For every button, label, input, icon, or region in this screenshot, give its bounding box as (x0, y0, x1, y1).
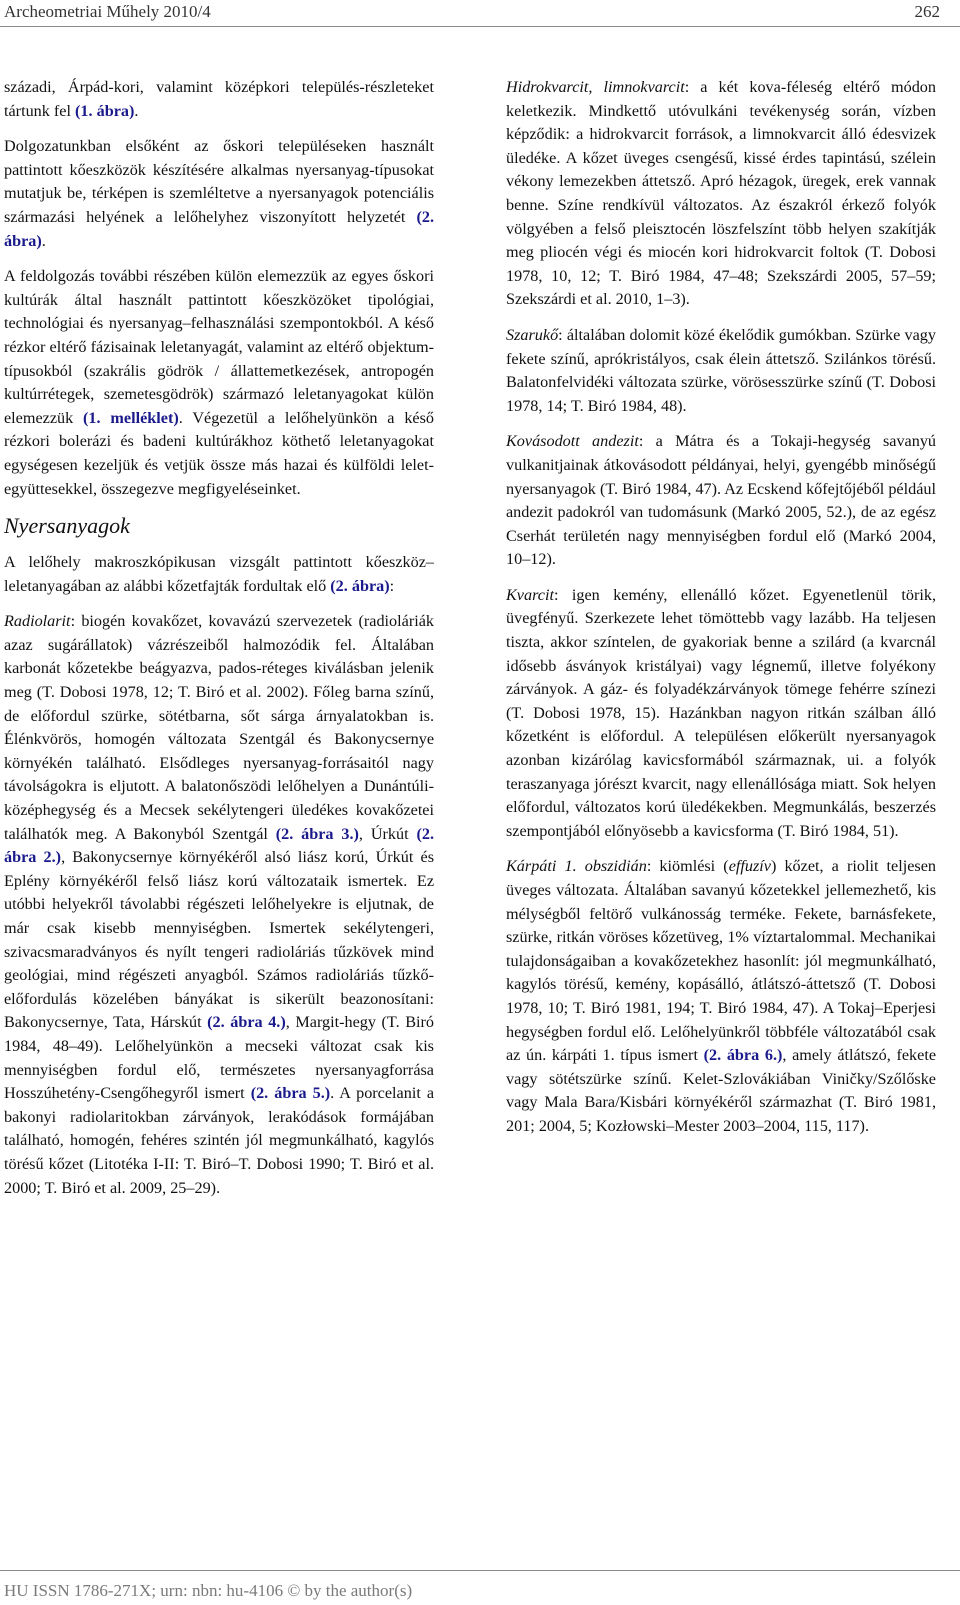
text-run: : biogén kovakőzet, kovavázú szervezetek (radioláriák azaz sugárállatok) vázrészeiből halmozódik fel. Általában karbonát kőzetekbe beágyazva, pados-réteges kiválásban jelenik meg (T. Dobosi 1978, 12; T. Biró et al. 2002). Főleg barna színű, de előfordul szürke, sötétbarna, sőt sárga árnyalatokban is. Élénkvörös, homogén változata Szentgál és Bakonycsernye környékén található. Elsődleges nyersanyag-forrásaitól nagy távolságokra is eljutott. A balatonőszödi lelőhelyen a Dunántúli-középhegység és a Mecsek sekélytengeri üledékes kovakőzetei találhatók meg. A Bakonyból Szentgál (4, 612, 434, 843)
left-column (4, 76, 434, 1212)
text-run: Dolgozatunkban elsőként az őskori településeken használt pattintott kőeszközök készítésére alkalmas nyersanyag-típusokat mutatjuk be, térképen is szemléltetve a nyersanyagok potenciális származási helyének a lelőhelyhez viszonyított helyzetét (4, 137, 434, 226)
text-run: : (389, 576, 395, 595)
figure-reference: (1. melléklet) (83, 408, 179, 427)
text-run: , amely átlátszó, fekete vagy sötétszürke színű. Kelet-Szlovákiában Viničky/Szőlőske vagy Mala Bara/Kisbári környékéről származhat (T. Biró 1981, 201; 2004, 5; Kozłowski–Mester 2003–2004, 115, 117). (506, 1046, 937, 1135)
figure-reference: (1. ábra) (75, 101, 135, 120)
paragraph (506, 324, 936, 418)
term: Kárpáti 1. obszidián (506, 857, 647, 876)
term: Hidrokvarcit, limnokvarcit (506, 78, 685, 96)
text-run: : igen kemény, ellenálló kőzet. Egyenetlenül törik, üvegfényű. Szerkezete lehet tömöttebb vagy lazább. Ha teljesen tiszta, akkor színtelen, de gyakoriak benne a szilárd (a kvarcnál idősebb ásványok kristályai) vagy légnemű, illetve folyékony zárványok. A gáz- és folyadékzárványok tömege fehérre színezi (T. Dobosi 1978, 15). Hazánkban nagyon ritkán szálban álló kőzetként is előfordul. A településen előkerült nyersanyagok azonban kizárólag kavicsformából származnak, ui. a folyók teraszanyaga jórészt kvarcit, nagy ellenállósága miatt. Sok helyen előfordul, változatos korú üledékekben. Megmunkálás, beszerzés szempontjából előnyösebb a kavicsforma (T. Biró 1984, 51). (506, 585, 936, 840)
term: Radiolarit (4, 612, 71, 631)
section-heading: Nyersanyagok (4, 513, 130, 539)
footer-divider (0, 1570, 960, 1571)
term: Kvarcit (506, 585, 554, 604)
text-run: . Végezetül a lelőhelyünkön a késő rézkori bolerázi és badeni kultúrákhoz köthető leletanyagokat egységesen kezeljük és vetjük össze más hazai és külföldi lelet-együttesekkel, összegezve megfigyeléseinket. (4, 408, 434, 498)
page-number: 262 (914, 2, 940, 21)
figure-reference: (2. ábra) (330, 576, 390, 595)
paragraph (4, 135, 434, 253)
footer-issn: HU ISSN 1786-271X; urn: nbn: hu-4106 © by the author(s) (4, 1581, 413, 1600)
text-run: A lelőhely makroszkópikusan vizsgált pattintott kőeszköz–leletanyagában az alábbi kőzetfajták fordultak elő (4, 553, 434, 595)
journal-title: Archeometriai Műhely 2010/4 (4, 2, 211, 21)
text-run: , Úrkút (358, 824, 417, 843)
figure-reference: (2. ábra 3.) (275, 824, 359, 843)
text-run: . (41, 231, 46, 250)
term: effuzív (728, 857, 771, 876)
figure-reference: (2. ábra 6.) (703, 1046, 783, 1065)
text-run: , Margit-hegy (T. Biró 1984, 48–49). Lelőhelyünkön a mecseki változat csak kis mennyiségben fordul elő, természetes nyersanyagforrása Hosszúhetény-Csengőhegyről ismert (4, 1013, 435, 1103)
running-header (4, 2, 940, 26)
figure-reference: (2. ábra 5.) (250, 1084, 331, 1103)
term: Kovásodott andezit (506, 432, 639, 451)
paragraph (4, 610, 434, 1200)
text-run: századi, Árpád-kori, valamint középkori település-részleteket tártunk fel (4, 78, 434, 120)
text-run: , Bakonycsernye környékéről alsó liász korú, Úrkút és Eplény környékéről felső liász korú változataik ismertek. Ez utóbbi helyekről távolabbi régészeti lelőhelyekre is eljutnak, de már csak kisebb mennyiségben. Ismertek sekélytengeri, szivacsmaradványos és nyílt tengeri radioláriás tűzkövek mind geológiai, mind régészeti anyagból. Számos radioláriás tűzkő-előfordulás közelében bányákat is sikerült beazonosítani: Bakonycsernye, Tata, Hárskút (4, 848, 434, 1032)
figure-reference: (2. ábra 4.) (207, 1013, 286, 1032)
text-run: . A porcelanit a bakonyi radiolaritokban zárványok, lerakódások formájában található, homogén, fehéres szintén jól megmunkálható, kagylós törésű kőzet (Litotéka I-II: T. Biró–T. Dobosi 1990; T. Biró et al. 2000; T. Biró et al. 2009, 25–29). (4, 1084, 435, 1197)
right-column (506, 76, 936, 1151)
text-run: . (134, 101, 139, 120)
paragraph (4, 265, 434, 501)
paragraph (4, 76, 434, 123)
paragraph (4, 551, 434, 598)
header-divider (0, 26, 960, 27)
paragraph (506, 430, 936, 572)
figure-reference: (2. ábra 2.) (4, 824, 434, 867)
text-run: : a Mátra és a Tokaji-hegység savanyú vulkanitjainak átkovásodott példányai, helyi, gyengébb minőségű nyersanyagok (T. Biró 1984, 47). Az Ecskend kőfejtőjéből például andezit padokról van tudomásunk (Markó 2005, 52.), de az egész Cserhát területén nagy mennyiségben fordul elő (Markó 2004, 10–12). (506, 432, 937, 569)
text-run: : általában dolomit közé ékelődik gumókban. Szürke vagy fekete színű, aprókristályos, csak élein áttetsző. Szilánkos törésű. Balatonfelvidéki változata szürke, vörösesszürke színű (T. Dobosi 1978, 14; T. Biró 1984, 48). (506, 325, 936, 415)
paragraph (506, 76, 936, 312)
text-run: : a két kova-féleség eltérő módon keletkezik. Mindkettő utóvulkáni tevékenység során, vízben képződik: a hidrokvarcit források, a limnokvarcit álló édesvizek üledéke. A kőzet üveges csengésű, kissé érdes tapintású, szélein vékony lemezekben áttetsző. Apró hézagok, üregek, erek vannak benne. Színe rendkívül változatos. Az északról érkező folyók völgyében a felső pleisztocén löszfelszínt több helyen szakítják meg pliocén végi és miocén kori hidrokvarcit foltok (T. Dobosi 1978, 10, 12; T. Biró 1984, 47–48; Szekszárdi 2005, 57–59; Szekszárdi et al. 2010, 1–3). (506, 78, 936, 309)
text-run: ) kőzet, a riolit teljesen üveges változata. Általában savanyú kőzetekkel jellemezhető, kis mélységből feltörő vulkánosság terméke. Fekete, barnásfekete, szürke, ritkán vöröses kőzetüveg, 1% víztartalommal. Mechanikai tulajdonságaiban a kovakőzetekhez hasonlít: jól megmunkálható, kagylós törésű, kemény, kopásálló, átlátszó-áttetsző (T. Dobosi 1978, 10; T. Biró 1981, 194; T. Biró 1984, 47). A Tokaj–Eperjesi hegységben fordul elő. Lelőhelyünkről többféle változatából csak az ún. kárpáti 1. típus ismert (506, 857, 936, 1065)
term: Szarukő (506, 325, 559, 344)
paragraph (506, 584, 936, 844)
paragraph (506, 855, 936, 1138)
text-run: : kiömlési ( (646, 857, 729, 876)
figure-reference: (2. ábra) (4, 207, 434, 250)
text-run: A feldolgozás további részében külön elemezzük az egyes őskori kultúrák által használt pattintott kőeszközöket tipológiai, technológiai és nyersanyag–felhasználási szempontokból. A késő rézkor eltérő fázisainak leletanyagát, valamint az eltérő objektum-típusokból (szakrális gödrök / állattemetkezések, antropogén kultúrrétegek, szemetesgödrök) származó leletanyagokat külön elemezzük (4, 267, 434, 427)
